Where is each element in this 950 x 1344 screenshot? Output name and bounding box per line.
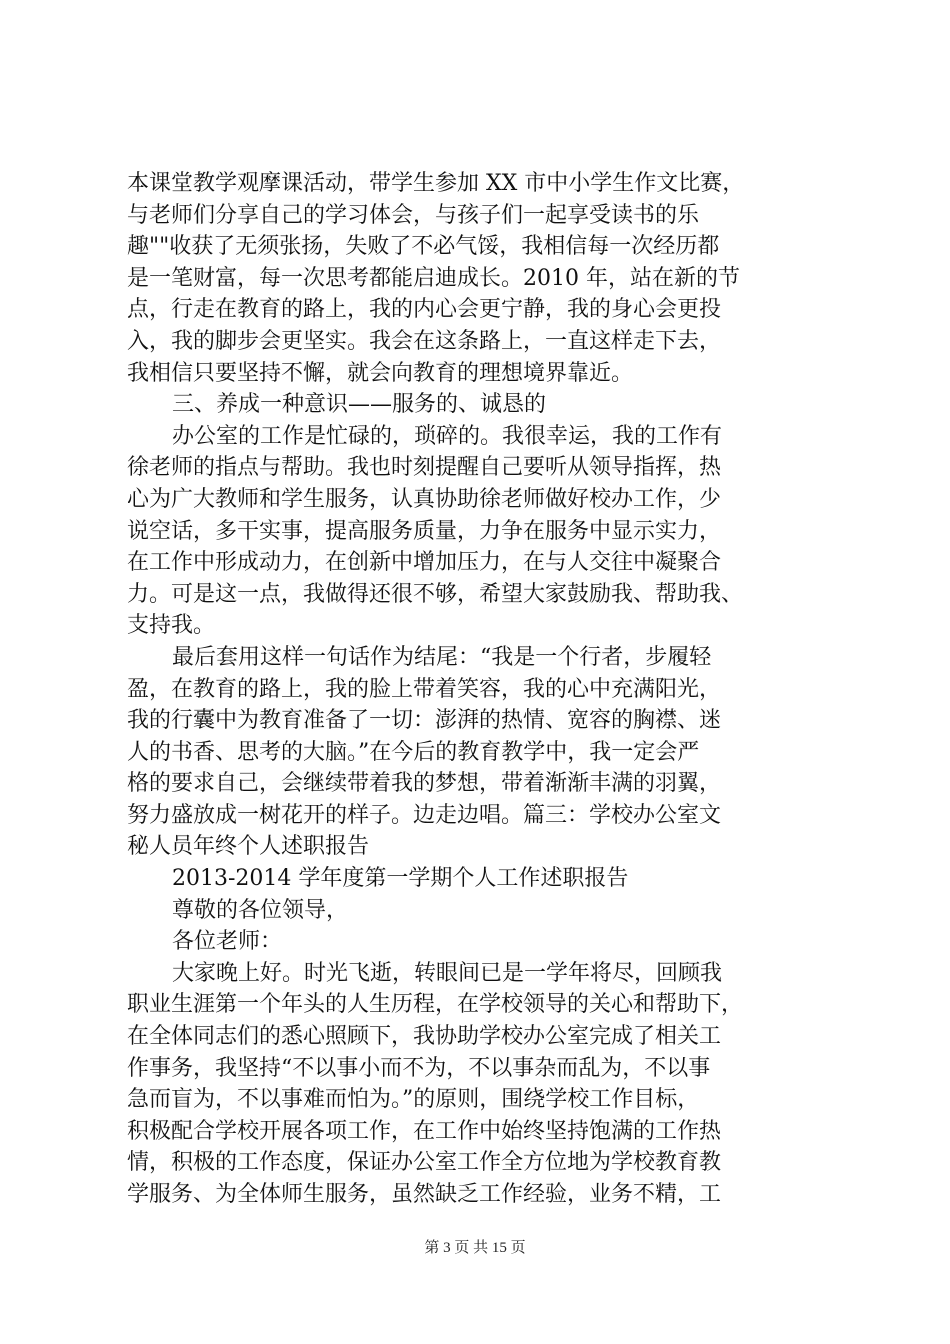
text-line: 在全体同志们的悉心照顾下，我协助学校办公室完成了相关工 <box>127 1024 722 1050</box>
page-number-footer: 第 3 页 共 15 页 <box>424 1240 526 1256</box>
text-line: 秘人员年终个人述职报告 <box>127 834 370 860</box>
text-line: 支持我。 <box>127 613 216 639</box>
text-line: 学服务、为全体师生服务，虽然缺乏工作经验，业务不精，工 <box>127 1182 722 1207</box>
text-line: 心为广大教师和学生服务，认真协助徐老师做好校办工作，少 <box>127 486 722 512</box>
section-heading: 三、养成一种意识——服务的、诚恳的 <box>172 392 547 418</box>
text-line: 积极配合学校开展各项工作，在工作中始终坚持饱满的工作热 <box>127 1118 722 1144</box>
text-line: 情，积极的工作态度，保证办公室工作全方位地为学校教育教 <box>127 1150 722 1176</box>
text-line: 我相信只要坚持不懈，就会向教育的理想境界靠近。 <box>127 360 634 386</box>
text-line: 作事务，我坚持“不以事小而不为，不以事杂而乱为，不以事 <box>127 1055 711 1081</box>
text-line: 努力盛放成一树花开的样子。边走边唱。篇三：学校办公室文 <box>127 802 722 828</box>
text-line: 说空话，多干实事，提高服务质量，力争在服务中显示实力， <box>127 518 722 544</box>
text-line: 人的书香、思考的大脑。”在今后的教育教学中，我一定会严 <box>127 739 700 765</box>
text-line: 本课堂教学观摩课活动，带学生参加 XX 市中小学生作文比赛， <box>127 171 745 196</box>
text-line: 是一笔财富，每一次思考都能启迪成长。2010 年，站在新的节 <box>127 265 740 291</box>
text-line: 盈，在教育的路上，我的脸上带着笑容，我的心中充满阳光， <box>127 676 722 702</box>
text-line: 格的要求自己，会继续带着我的梦想，带着渐渐丰满的羽翼， <box>127 771 722 797</box>
text-line: 办公室的工作是忙碌的，琐碎的。我很幸运，我的工作有 <box>172 423 723 449</box>
text-line: 徐老师的指点与帮助。我也时刻提醒自己要听从领导指挥，热 <box>127 455 722 481</box>
text-line: 与老师们分享自己的学习体会，与孩子们一起享受读书的乐 <box>127 202 700 228</box>
text-line: 入，我的脚步会更坚实。我会在这条路上，一直这样走下去， <box>127 328 722 354</box>
text-line: 最后套用这样一句话作为结尾：“我是一个行者，步履轻 <box>172 644 712 670</box>
text-line: 大家晚上好。时光飞逝，转眼间已是一学年将尽，回顾我 <box>172 960 723 986</box>
text-line: 我的行囊中为教育准备了一切：澎湃的热情、宽容的胸襟、迷 <box>127 708 722 734</box>
text-line: 职业生涯第一个年头的人生历程，在学校领导的关心和帮助下， <box>127 992 744 1018</box>
report-title: 2013-2014 学年度第一学期个人工作述职报告 <box>172 866 629 892</box>
text-line: 趣""收获了无须张扬，失败了不必气馁，我相信每一次经历都 <box>127 234 720 260</box>
salutation: 尊敬的各位领导， <box>172 897 349 923</box>
salutation: 各位老师： <box>172 929 283 955</box>
text-line: 在工作中形成动力，在创新中增加压力，在与人交往中凝聚合 <box>127 550 722 576</box>
text-line: 急而盲为，不以事难而怕为。”的原则，围绕学校工作目标， <box>127 1087 700 1113</box>
text-line: 力。可是这一点，我做得还很不够，希望大家鼓励我、帮助我、 <box>127 581 744 607</box>
text-line: 点，行走在教育的路上，我的内心会更宁静，我的身心会更投 <box>127 297 722 323</box>
document-body <box>127 168 837 1211</box>
